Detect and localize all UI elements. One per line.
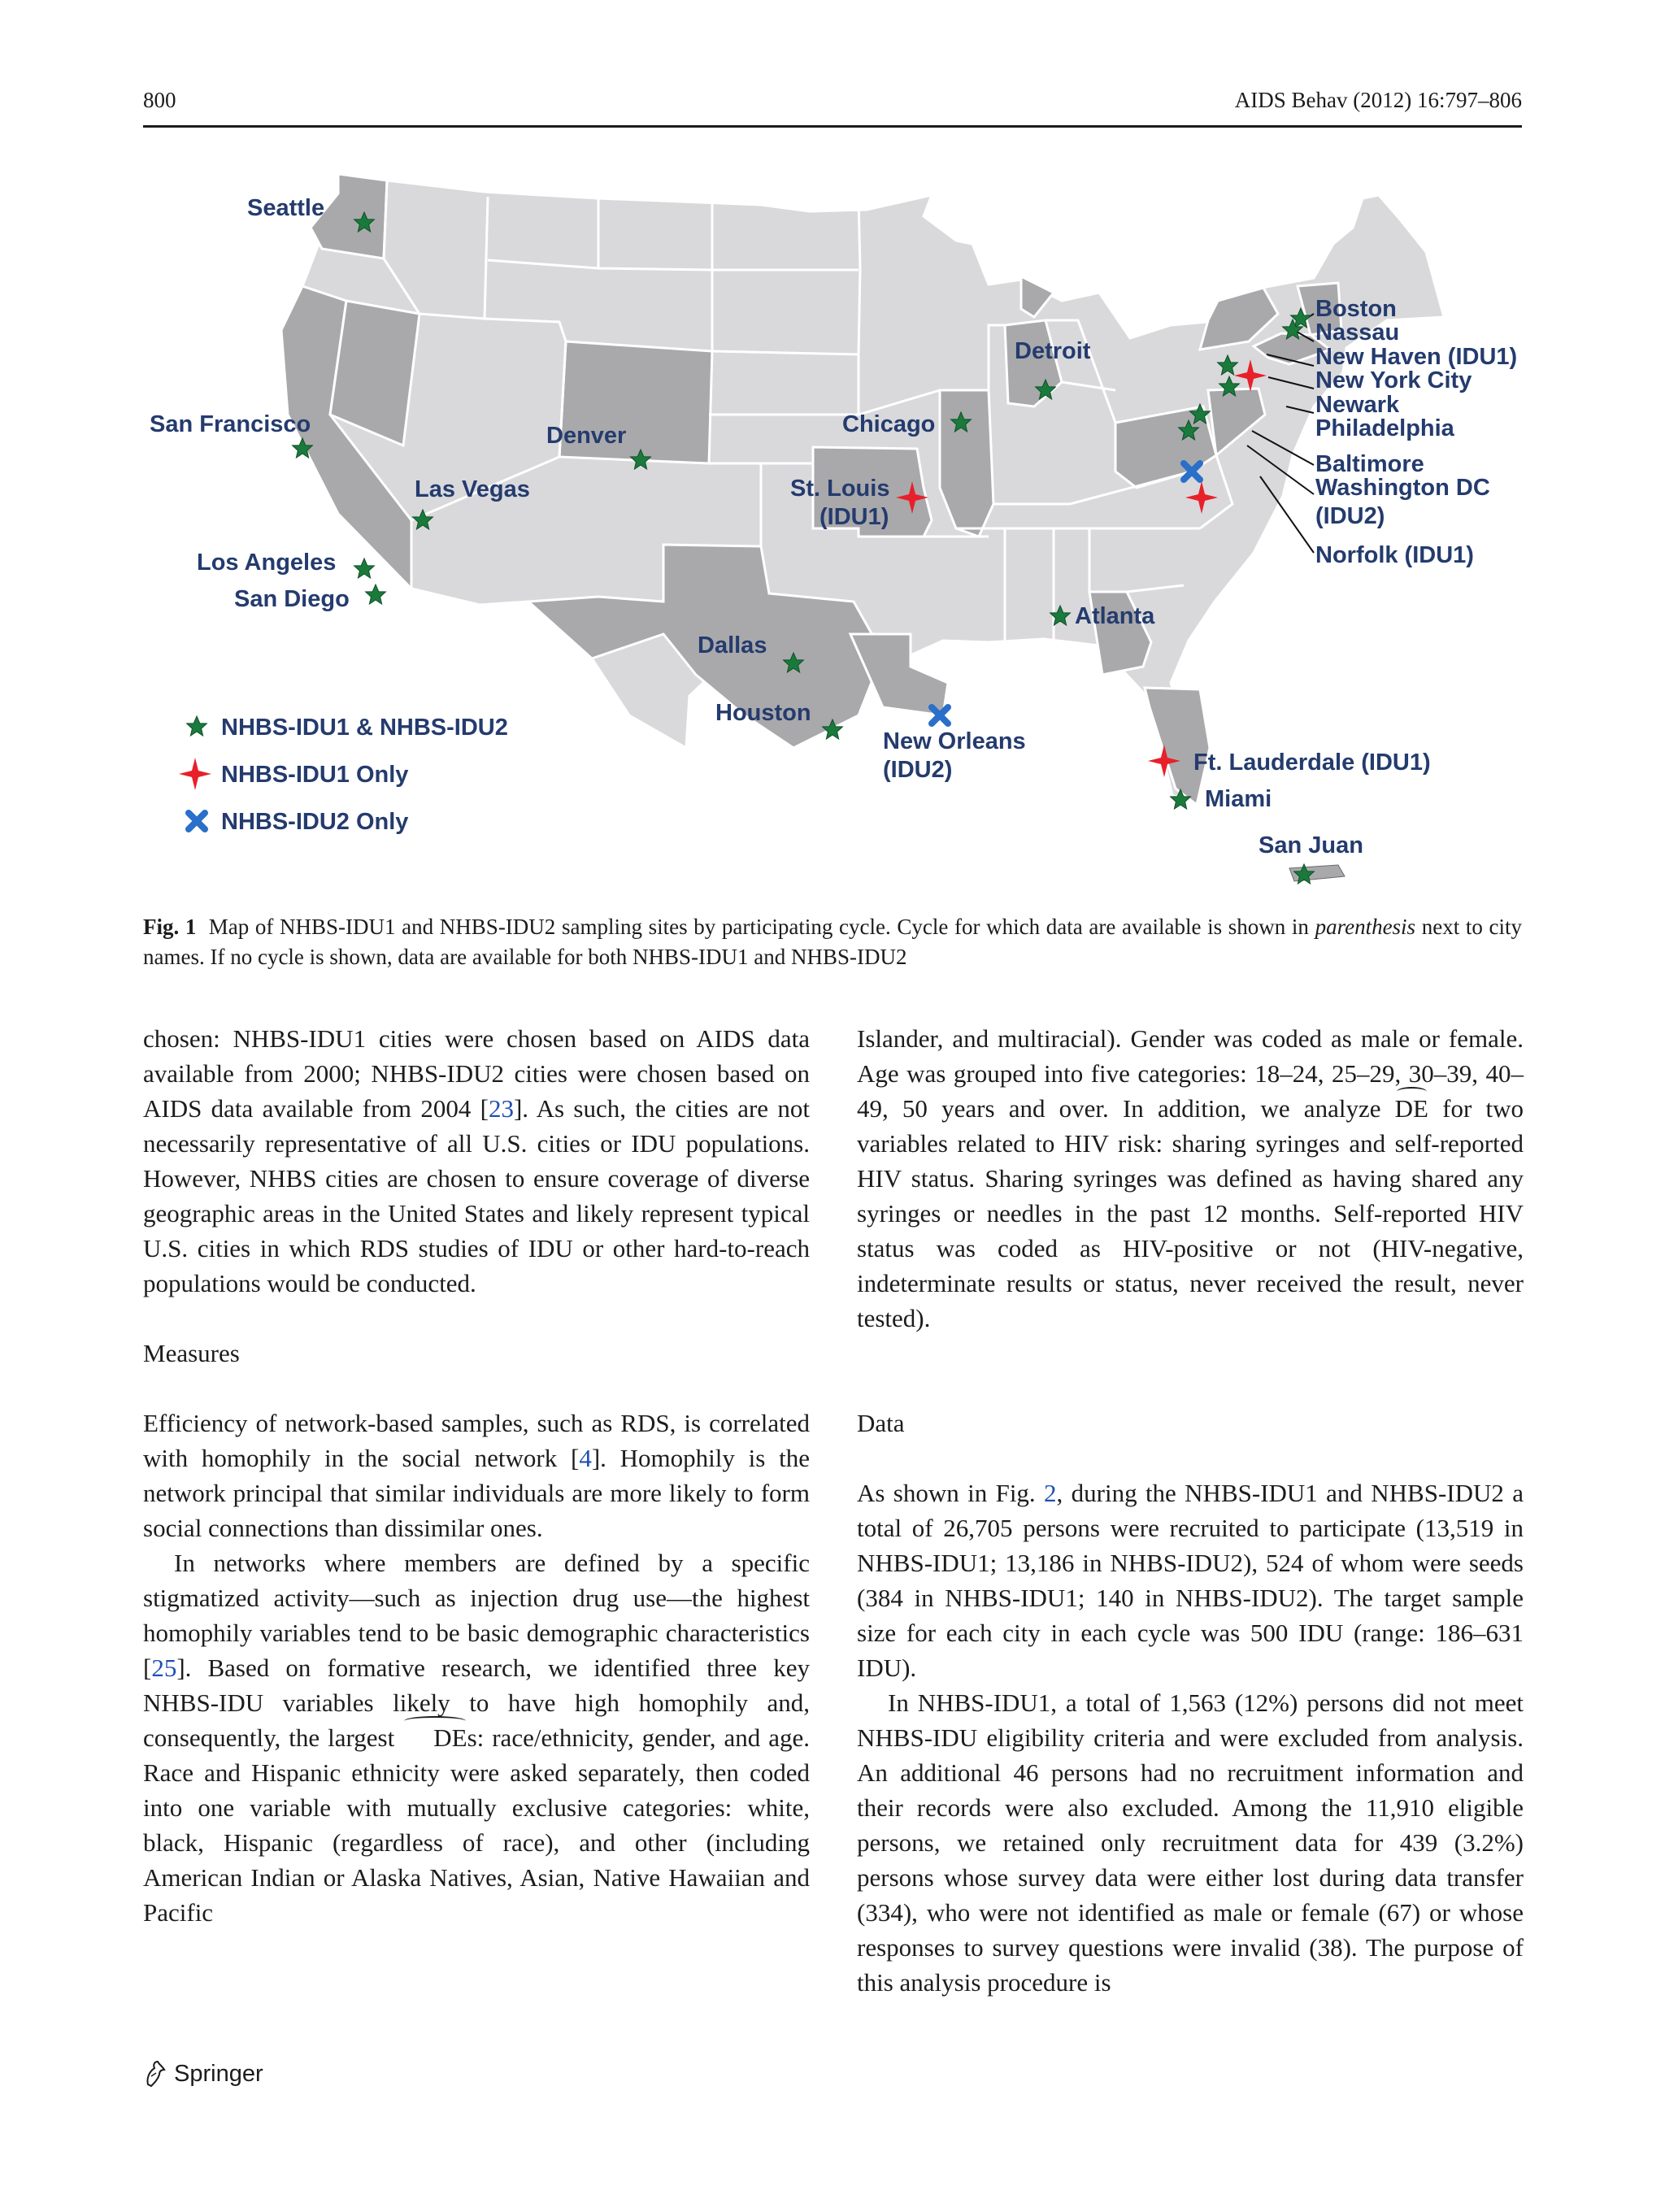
label-chicago: Chicago	[842, 411, 936, 437]
ref-23[interactable]: 23	[488, 1094, 514, 1123]
caption-text-b: next to city names. If no cycle is shown, data are available for both NHBS-IDU1 and NHBS-IDU2	[143, 915, 1523, 969]
de-hat-symbol: DE	[402, 1720, 467, 1755]
left-paragraph-3: In networks where members are defined by a specific stigmatized activity—such as injection drug use—the highest homophily variables tend to be basic demographic characteristics [25]. Based on formative research, we identified three key NHBS-IDU variables likely to have high homophily and, consequently, the largest DEs: race/ethnicity, gender, and age. Race and Hispanic ethnicity were asked separately, then coded into one variable with mutually exclusive categories: white, black, Hispanic (regardless of race), and other (including American Indian or Alaska Natives, Asian, Native Hawaiian and Pacific	[143, 1549, 811, 1927]
figure-caption	[143, 912, 1522, 972]
label-houston: Houston	[715, 700, 811, 726]
label-washington-cycle: (IDU2)	[1315, 503, 1385, 529]
heading-measures: Measures	[143, 1339, 240, 1367]
label-norfolk: Norfolk (IDU1)	[1315, 542, 1474, 568]
left-paragraph-2: Efficiency of network-based samples, such as RDS, is correlated with homophily in the social network [4]. Homophily is the network principal that similar individuals are more likely to form social connections than dissimilar ones.	[143, 1409, 810, 1542]
caption-text-a: Map of NHBS-IDU1 and NHBS-IDU2 sampling sites by participating cycle. Cycle for which data are available is shown in	[208, 915, 1315, 939]
label-detroit: Detroit	[1015, 338, 1091, 364]
right-paragraph-3: In NHBS-IDU1, a total of 1,563 (12%) persons did not meet NHBS-IDU eligibility criteria and were excluded from analysis. An additional 46 persons had no recruitment information and their records were also excluded. Among the 11,910 eligible persons, we retained only recruitment data for 439 (3.2%) persons whose survey data were either lost during data transfer (334), who were not identified as male or female (67) or whose responses to survey questions were invalid (38). The purpose of this analysis procedure is	[857, 1688, 1524, 1997]
legend-idu2-only: NHBS-IDU2 Only	[221, 809, 409, 835]
heading-data: Data	[857, 1409, 905, 1437]
ref-fig-2[interactable]: 2	[1044, 1479, 1057, 1507]
caption-label: Fig. 1	[143, 915, 197, 939]
label-san-diego: San Diego	[234, 586, 350, 612]
label-las-vegas: Las Vegas	[415, 476, 530, 502]
label-seattle: Seattle	[247, 195, 325, 221]
label-boston: Boston	[1315, 296, 1397, 322]
right-column	[857, 1021, 1524, 2000]
label-newark: Newark	[1315, 392, 1400, 418]
label-los-angeles: Los Angeles	[197, 550, 337, 576]
header-rule	[143, 125, 1522, 128]
ref-4[interactable]: 4	[579, 1444, 592, 1472]
springer-horse-icon	[143, 2060, 167, 2088]
journal-citation: AIDS Behav (2012) 16:797–806	[1234, 88, 1522, 112]
page-footer	[143, 2060, 263, 2088]
legend-star-icon	[187, 716, 207, 736]
label-dallas: Dallas	[698, 632, 767, 658]
label-miami: Miami	[1205, 786, 1272, 812]
marker-los-angeles	[354, 558, 375, 578]
left-column	[143, 1021, 810, 1930]
legend-idu1-only: NHBS-IDU1 Only	[221, 762, 409, 788]
legend-x-icon	[189, 813, 205, 829]
publisher-name: Springer	[174, 2060, 263, 2087]
marker-san-diego	[366, 585, 386, 604]
label-ft-lauderdale: Ft. Lauderdale (IDU1)	[1193, 750, 1431, 776]
label-washington: Washington DC	[1315, 475, 1490, 501]
caption-italic: parenthesis	[1315, 915, 1416, 939]
de-hat-symbol: DE	[1395, 1091, 1428, 1126]
label-new-haven: New Haven (IDU1)	[1315, 344, 1518, 370]
ref-25[interactable]: 25	[151, 1654, 177, 1682]
legend-cross-icon	[179, 758, 211, 790]
left-paragraph-1: chosen: NHBS-IDU1 cities were chosen based on AIDS data available from 2000; NHBS-IDU2 cities were chosen based on AIDS data available from 2004 [23]. As such, the cities are not necessarily representative of all U.S. cities or IDU populations. However, NHBS cities are chosen to ensure coverage of diverse geographic areas in the United States and likely represent typical U.S. cities in which RDS studies of IDU or other hard-to-reach populations would be conducted.	[143, 1024, 810, 1297]
legend-both: NHBS-IDU1 & NHBS-IDU2	[221, 715, 508, 741]
label-nassau: Nassau	[1315, 319, 1400, 345]
label-philadelphia: Philadelphia	[1315, 415, 1454, 441]
label-new-york: New York City	[1315, 367, 1472, 393]
label-new-orleans-cycle: (IDU2)	[883, 757, 953, 783]
label-baltimore: Baltimore	[1315, 451, 1424, 477]
label-new-orleans: New Orleans	[883, 728, 1026, 754]
label-atlanta: Atlanta	[1075, 603, 1155, 629]
figure-1-map	[143, 146, 1522, 902]
right-paragraph-1: Islander, and multiracial). Gender was coded as male or female. Age was grouped into five categories: 18–24, 25–29, 30–39, 40–49, 50 years and over. In addition, we analyze DE for two variables related to HIV risk: sharing syringes and self-reported HIV status. Sharing syringes was defined as having shared any syringes or needles in the past 12 months. Self-reported HIV status was coded as HIV-positive or not (HIV-negative, indeterminate results or status, never received the result, never tested).	[857, 1024, 1524, 1332]
label-st-louis-cycle: (IDU1)	[819, 504, 889, 530]
label-san-juan: San Juan	[1259, 832, 1363, 858]
label-denver: Denver	[546, 423, 627, 449]
page-number: 800	[143, 88, 176, 112]
map-legend	[179, 715, 508, 835]
right-paragraph-2: As shown in Fig. 2, during the NHBS-IDU1 and NHBS-IDU2 a total of 26,705 persons were recruited to participate (13,519 in NHBS-IDU1; 13,186 in NHBS-IDU2), 524 of whom were seeds (384 in NHBS-IDU1; 140 in NHBS-IDU2). The target sample size for each city in each cycle was 500 IDU (range: 186–631 IDU).	[857, 1479, 1524, 1682]
label-san-francisco: San Francisco	[150, 411, 311, 437]
label-st-louis: St. Louis	[790, 476, 890, 502]
